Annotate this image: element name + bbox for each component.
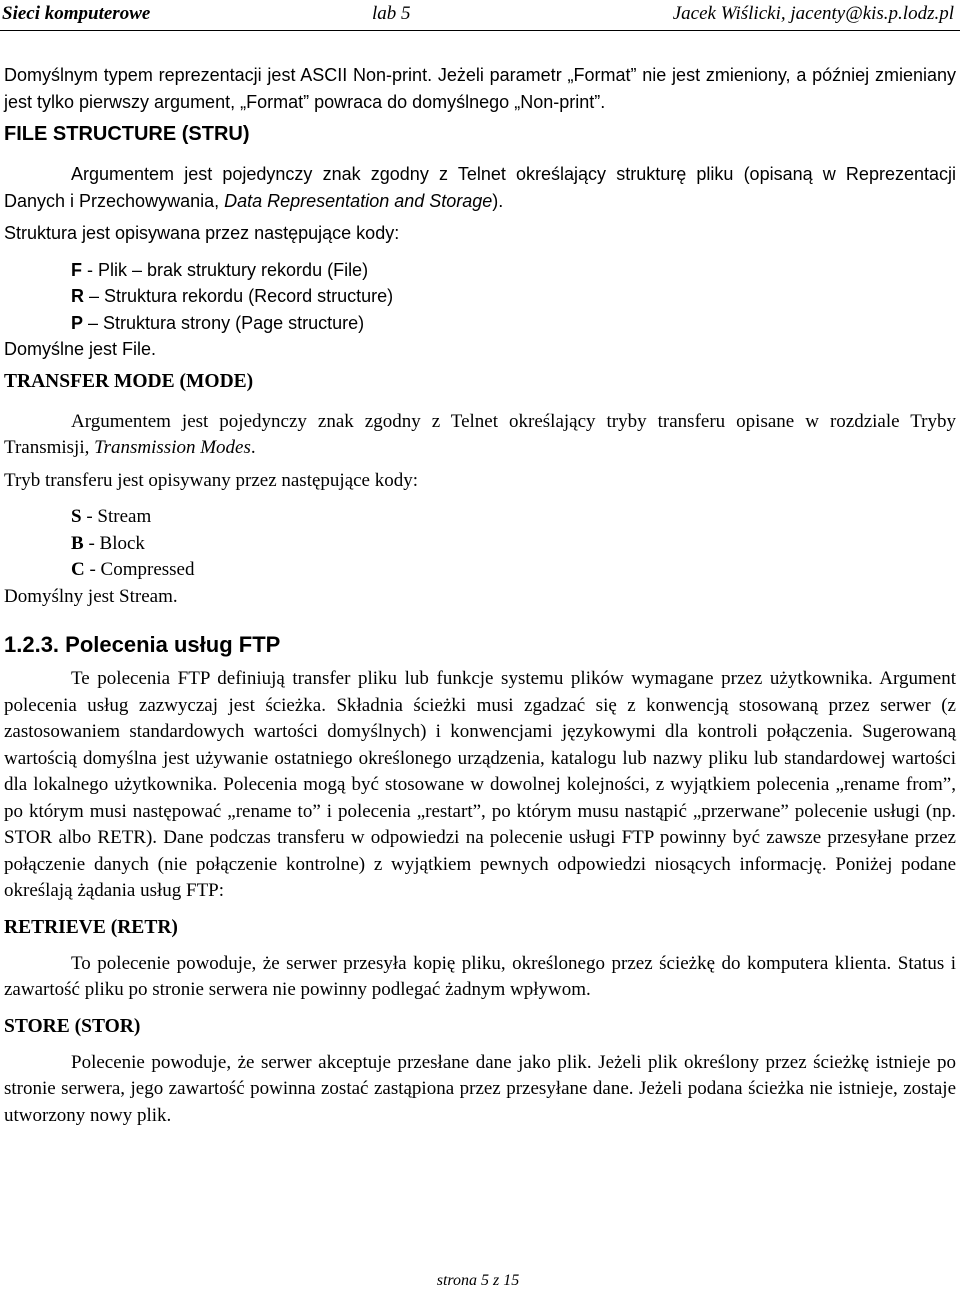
stru-description: Argumentem jest pojedynczy znak zgodny z Telnet określający strukturę pliku (opisaną w Reprezentacji Danych i Przechowywania, Data Representation and Storage).	[4, 164, 956, 211]
list-item: S - Stream	[71, 506, 152, 527]
list-item: C - Compressed	[71, 559, 195, 580]
section-title: 1.2.3. Polecenia usług FTP	[4, 632, 281, 657]
mode-description: Argumentem jest pojedynczy znak zgodny z Telnet określający tryby transferu opisane w rozdziale Tryby Transmisji, Transmission Modes.	[4, 410, 956, 458]
list-item: R – Struktura rekordu (Record structure)	[71, 286, 394, 306]
intro-paragraph: Domyślnym typem reprezentacji jest ASCII Non-print. Jeżeli parametr „Format” nie jest zmieniony, a później zmieniany jest tylko pierwszy argument, „Format” powraca do domyślnego „Non-print”.	[4, 65, 956, 112]
document-body	[4, 62, 956, 1129]
page-footer	[0, 1272, 960, 1290]
retr-body: To polecenie powoduje, że serwer przesyła kopię pliku, określonego przez ścieżkę do komputera klienta. Status i zawartość pliku po stronie serwera nie powinny podlegać żadnym wpływom.	[4, 952, 956, 1000]
page-number: strona 5 z 15	[436, 1272, 520, 1289]
stor-heading: STORE (STOR)	[4, 1015, 141, 1037]
mode-heading: TRANSFER MODE (MODE)	[4, 370, 254, 392]
stor-body: Polecenie powoduje, że serwer akceptuje przesłane dane jako plik. Jeżeli plik określony przez ścieżkę istnieje po stronie serwera, jego zawartość powinna zostać zastąpiona przez przesyłane dane. Jeżeli podana ścieżka nie istnieje, zostaje utworzony nowy plik.	[4, 1051, 956, 1126]
header-rule	[0, 30, 960, 31]
section-body: Te polecenia FTP definiują transfer pliku lub funkcje systemu plików wymagane przez użytkownika. Argument polecenia usług zazwyczaj jest ścieżka. Składnia ścieżki musi zgadzać się z konwencją stosowaną przez serwer (z zastosowaniem standardowych wartości domyślnych) i konwencjami językowymi dla kontroli połączenia. Sugerowaną wartością domyślna jest używanie ostatniego określonego urządzenia, katalogu lub nazwy pliku lub standardowej wartości dla lokalnego użytkownika. Polecenia mogą być stosowane w dowolnej kolejności, z wyjątkiem polecenia „rename from”, po którym musi następować „rename to” i polecenia „restart”, po którym musu nastąpić „przerwane” polecenie usługi (np. STOR albo RETR). Dane podczas transferu w odpowiedzi na polecenie usługi FTP powinny być zawsze przesyłane przez połączenie danych (nie połączenie kontrolne) z wyjątkiem pewnych odpowiedzi niosących informację. Poniżej podane określają żądania usług FTP:	[4, 668, 956, 901]
retr-heading: RETRIEVE (RETR)	[4, 916, 178, 938]
page-header	[0, 0, 960, 34]
stru-codes-intro: Struktura jest opisywana przez następujące kody:	[4, 223, 400, 243]
stru-default: Domyślne jest File.	[4, 339, 157, 359]
list-item: P – Struktura strony (Page structure)	[71, 312, 365, 333]
list-item: F - Plik – brak struktury rekordu (File)	[71, 259, 369, 280]
header-lab-number: lab 5	[372, 3, 411, 24]
header-author: Jacek Wiślicki, jacenty@kis.p.lodz.pl	[672, 3, 954, 24]
header-course-title: Sieci komputerowe	[2, 3, 151, 24]
stru-heading: FILE STRUCTURE (STRU)	[4, 123, 250, 145]
stru-code-list	[71, 257, 956, 337]
list-item: B - Block	[71, 532, 145, 554]
mode-default: Domyślny jest Stream.	[4, 585, 178, 607]
mode-codes-intro: Tryb transferu jest opisywany przez następujące kody:	[4, 469, 419, 491]
mode-code-list	[71, 504, 956, 584]
